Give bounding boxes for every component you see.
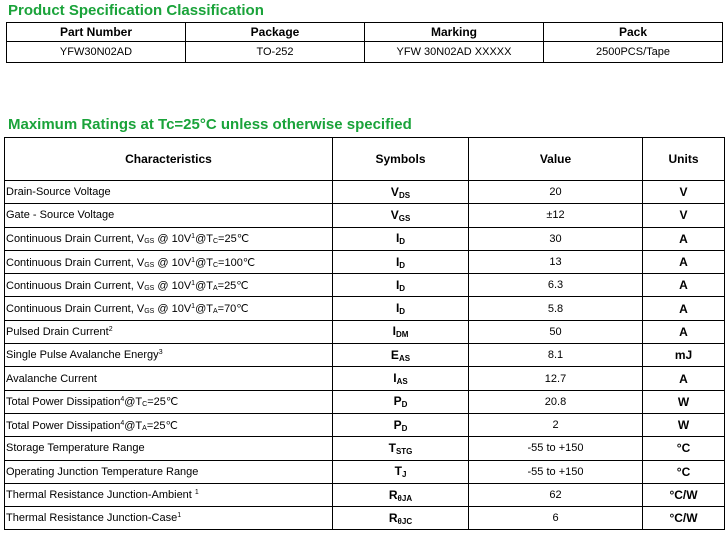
characteristic-text: Continuous Drain Current, V — [6, 303, 145, 316]
symbol-letter: V — [390, 207, 399, 222]
value-cell: 2 — [469, 413, 643, 436]
unit-cell: A — [643, 367, 725, 390]
symbol-cell — [333, 437, 469, 460]
spec-data-row — [7, 42, 723, 63]
symbol-letter: I — [395, 231, 400, 246]
symbol-subscript: D — [399, 237, 406, 247]
unit-cell: V — [643, 204, 725, 227]
characteristic-text: =25℃ — [217, 279, 249, 292]
value-cell: -55 to +150 — [469, 460, 643, 483]
characteristic-text: Gate - Source Voltage — [6, 209, 115, 222]
symbol-cell — [333, 344, 469, 367]
unit-cell: mJ — [643, 344, 725, 367]
ratings-row — [5, 437, 725, 460]
characteristic-text: Single Pulse Avalanche Energy — [6, 349, 159, 362]
symbol-letter: T — [394, 464, 402, 479]
symbol-cell — [333, 413, 469, 436]
ratings-section-title: Maximum Ratings at Tc=25°C unless otherwise specified — [8, 116, 412, 133]
ratings-header-symbols: Symbols — [333, 138, 469, 181]
spec-table — [6, 22, 723, 63]
ratings-header-row — [5, 138, 725, 181]
characteristic-cell — [5, 507, 333, 530]
ratings-row — [5, 483, 725, 506]
spec-header-pack: Pack — [544, 23, 723, 42]
symbol-subscript: D — [399, 307, 406, 317]
spec-marking: YFW 30N02AD XXXXX — [365, 42, 544, 63]
symbol-cell — [333, 507, 469, 530]
symbol-cell — [333, 181, 469, 204]
value-cell: 50 — [469, 320, 643, 343]
characteristic-text: 1 — [177, 512, 182, 520]
unit-cell: A — [643, 320, 725, 343]
characteristic-text: Total Power Dissipation — [6, 419, 121, 432]
characteristic-cell — [5, 250, 333, 273]
symbol-subscript: DM — [395, 330, 409, 340]
spec-header-marking: Marking — [365, 23, 544, 42]
characteristic-cell — [5, 181, 333, 204]
characteristic-text: =25℃ — [218, 233, 250, 246]
unit-cell: V — [643, 181, 725, 204]
symbol-cell — [333, 274, 469, 297]
ratings-row — [5, 181, 725, 204]
characteristic-text: 1 — [191, 233, 196, 241]
value-cell: 5.8 — [469, 297, 643, 320]
characteristic-text: @T — [195, 279, 213, 292]
characteristic-text: @ 10V — [154, 279, 192, 292]
characteristic-text: C — [212, 261, 219, 269]
symbol-cell — [333, 390, 469, 413]
characteristic-text: @T — [195, 256, 213, 269]
symbol-subscript: D — [401, 423, 408, 433]
symbol-cell — [333, 297, 469, 320]
characteristic-text: @ 10V — [154, 303, 192, 316]
symbol-cell — [333, 320, 469, 343]
value-cell: 20.8 — [469, 390, 643, 413]
unit-cell: A — [643, 227, 725, 250]
characteristic-cell — [5, 367, 333, 390]
ratings-header-units: Units — [643, 138, 725, 181]
value-cell: 6.3 — [469, 274, 643, 297]
ratings-row — [5, 274, 725, 297]
characteristic-text: 2 — [108, 325, 113, 333]
characteristic-text: A — [212, 308, 218, 316]
characteristic-cell — [5, 437, 333, 460]
ratings-row — [5, 320, 725, 343]
characteristic-text: 3 — [158, 349, 163, 357]
symbol-cell — [333, 250, 469, 273]
ratings-row — [5, 344, 725, 367]
symbol-letter: R — [388, 487, 398, 502]
symbol-cell — [333, 483, 469, 506]
characteristic-cell — [5, 297, 333, 320]
ratings-row — [5, 250, 725, 273]
characteristic-text: Pulsed Drain Current — [6, 325, 109, 338]
value-cell: 20 — [469, 181, 643, 204]
characteristic-text: Thermal Resistance Junction-Case — [6, 512, 178, 525]
characteristic-text: Operating Junction Temperature Range — [6, 465, 199, 478]
symbol-letter: P — [393, 394, 402, 409]
value-cell: 13 — [469, 250, 643, 273]
symbol-letter: T — [388, 440, 396, 455]
characteristic-text: 1 — [191, 303, 196, 311]
characteristic-text: 1 — [191, 279, 196, 287]
spec-header-row — [7, 23, 723, 42]
characteristic-text: C — [142, 401, 148, 409]
characteristic-text: Total Power Dissipation — [6, 396, 121, 409]
symbol-letter: I — [395, 277, 400, 292]
value-cell: 30 — [469, 227, 643, 250]
characteristic-text: GS — [144, 308, 155, 316]
characteristic-text: GS — [144, 261, 155, 269]
characteristic-text: C — [212, 238, 219, 246]
characteristic-text: Thermal Resistance Junction-Ambient — [6, 489, 195, 501]
ratings-row — [5, 390, 725, 413]
symbol-letter: I — [395, 301, 400, 316]
characteristic-cell — [5, 483, 333, 506]
characteristic-text: Continuous Drain Current, V — [6, 256, 145, 269]
spec-header-part-number: Part Number — [7, 23, 186, 42]
symbol-subscript: D — [399, 283, 406, 293]
ratings-row — [5, 460, 725, 483]
symbol-cell — [333, 227, 469, 250]
unit-cell: °C — [643, 460, 725, 483]
value-cell: 62 — [469, 483, 643, 506]
characteristic-text: Continuous Drain Current, V — [6, 279, 145, 292]
characteristic-text: GS — [144, 238, 155, 246]
characteristic-text: @T — [195, 303, 213, 316]
characteristic-text: =100℃ — [218, 256, 256, 269]
ratings-row — [5, 413, 725, 436]
ratings-row — [5, 227, 725, 250]
ratings-header-characteristics: Characteristics — [5, 138, 333, 181]
characteristic-cell — [5, 320, 333, 343]
unit-cell: W — [643, 413, 725, 436]
characteristic-cell — [5, 344, 333, 367]
value-cell: ±12 — [469, 204, 643, 227]
spec-part-number: YFW30N02AD — [7, 42, 186, 63]
characteristic-text: @T — [124, 419, 143, 432]
symbol-subscript: AS — [396, 377, 408, 387]
symbol-letter: V — [390, 184, 399, 199]
unit-cell: °C/W — [643, 483, 725, 506]
spec-package: TO-252 — [186, 42, 365, 63]
characteristic-text: 4 — [120, 419, 125, 427]
symbol-letter: I — [392, 324, 396, 339]
characteristic-text: GS — [144, 284, 155, 292]
symbol-subscript: STG — [395, 446, 413, 456]
value-cell: 6 — [469, 507, 643, 530]
symbol-cell — [333, 460, 469, 483]
characteristic-cell — [5, 390, 333, 413]
value-cell: 12.7 — [469, 367, 643, 390]
symbol-letter: P — [393, 417, 402, 432]
characteristic-text: @ 10V — [154, 233, 192, 246]
characteristic-cell — [5, 227, 333, 250]
unit-cell: A — [643, 297, 725, 320]
characteristic-text: =25℃ — [146, 419, 178, 432]
unit-cell: °C/W — [643, 507, 725, 530]
ratings-body — [5, 181, 725, 530]
characteristic-cell — [5, 413, 333, 436]
symbol-letter: E — [390, 347, 399, 362]
spec-header-package: Package — [186, 23, 365, 42]
characteristic-text: Storage Temperature Range — [6, 442, 145, 455]
characteristic-cell — [5, 460, 333, 483]
characteristic-text: @T — [195, 233, 213, 246]
characteristic-cell — [5, 204, 333, 227]
symbol-letter: I — [393, 371, 397, 386]
ratings-row — [5, 367, 725, 390]
ratings-header-value: Value — [469, 138, 643, 181]
characteristic-text: =25℃ — [147, 396, 179, 409]
characteristic-text: A — [212, 284, 218, 292]
characteristic-text: Continuous Drain Current, V — [6, 233, 145, 246]
symbol-subscript: D — [399, 260, 406, 270]
symbol-letter: R — [388, 510, 398, 525]
characteristic-text: Avalanche Current — [6, 372, 97, 385]
characteristic-text: A — [142, 424, 147, 432]
symbol-subscript: θJA — [397, 493, 413, 503]
symbol-subscript: J — [401, 470, 407, 480]
symbol-subscript: D — [401, 400, 408, 410]
ratings-row — [5, 204, 725, 227]
unit-cell: W — [643, 390, 725, 413]
ratings-table — [4, 137, 725, 530]
unit-cell: A — [643, 274, 725, 297]
value-cell: -55 to +150 — [469, 437, 643, 460]
ratings-row — [5, 507, 725, 530]
characteristic-text: @ 10V — [154, 256, 192, 269]
characteristic-cell — [5, 274, 333, 297]
symbol-subscript: GS — [398, 213, 411, 223]
characteristic-text: 1 — [194, 489, 199, 496]
ratings-row — [5, 297, 725, 320]
symbol-subscript: AS — [398, 353, 411, 363]
characteristic-text: =70℃ — [217, 303, 249, 316]
characteristic-text: @T — [124, 396, 143, 409]
characteristic-text: Drain-Source Voltage — [6, 186, 111, 199]
unit-cell: °C — [643, 437, 725, 460]
symbol-cell — [333, 367, 469, 390]
value-cell: 8.1 — [469, 344, 643, 367]
symbol-letter: I — [395, 254, 400, 269]
unit-cell: A — [643, 250, 725, 273]
symbol-subscript: θJC — [397, 516, 413, 526]
characteristic-text: 1 — [191, 256, 196, 264]
symbol-cell — [333, 204, 469, 227]
spec-section-title: Product Specification Classification — [8, 2, 264, 19]
characteristic-text: 4 — [120, 396, 125, 404]
spec-pack: 2500PCS/Tape — [544, 42, 723, 63]
symbol-subscript: DS — [398, 190, 411, 200]
